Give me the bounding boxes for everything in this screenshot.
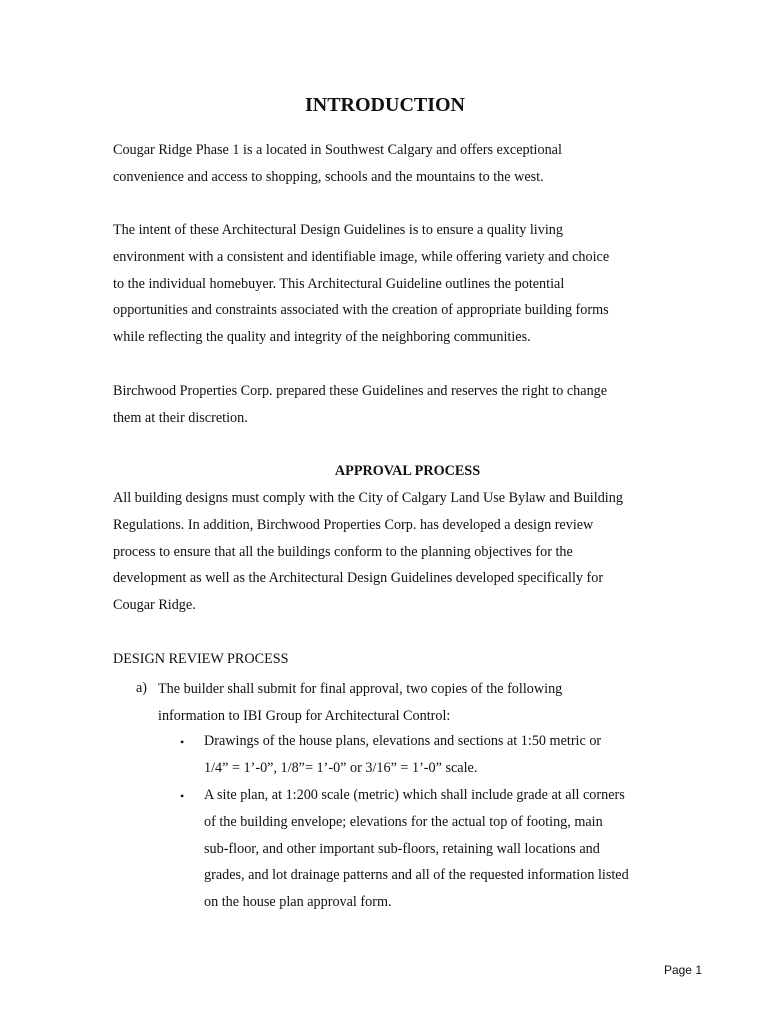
bullet-icon: • — [180, 789, 185, 803]
bullet-item-site-plan — [204, 782, 629, 916]
page-number: Page 1 — [663, 963, 702, 977]
paragraph-line: opportunities and constraints associated with the creation of appropriate building forms — [113, 302, 609, 319]
bullet-line: A site plan, at 1:200 scale (metric) which shall include grade at all corners — [204, 787, 625, 803]
list-item-a — [158, 676, 562, 730]
bullet-line: on the house plan approval form. — [204, 894, 392, 911]
paragraph-line: convenience and access to shopping, schools and the mountains to the west. — [113, 168, 544, 185]
bullet-line: 1/4” = 1’-0”, 1/8”= 1’-0” or 3/16” = 1’-0” scale. — [204, 759, 478, 776]
paragraph-line: process to ensure that all the buildings conform to the planning objectives for the — [113, 543, 573, 560]
page-title: INTRODUCTION — [304, 94, 466, 116]
paragraph-line: Birchwood Properties Corp. prepared these Guidelines and reserves the right to change — [113, 383, 608, 399]
paragraph-line: Regulations. In addition, Birchwood Properties Corp. has developed a design review — [113, 516, 594, 533]
paragraph-line: Cougar Ridge. — [113, 597, 196, 614]
paragraph-line: All building designs must comply with the City of Calgary Land Use Bylaw and Building — [113, 490, 623, 506]
intro-paragraph-1 — [113, 137, 673, 191]
list-item-line: The builder shall submit for final approval, two copies of the following — [158, 681, 563, 697]
bullet-line: Drawings of the house plans, elevations and sections at 1:50 metric or — [204, 733, 602, 749]
bullet-line: of the building envelope; elevations for the actual top of footing, main — [204, 813, 603, 830]
paragraph-line: development as well as the Architectural Design Guidelines developed specifically for — [113, 570, 604, 587]
paragraph-line: them at their discretion. — [113, 409, 248, 426]
paragraph-line: environment with a consistent and identifiable image, while offering variety and choice — [113, 248, 610, 265]
paragraph-line: to the individual homebuyer. This Architectural Guideline outlines the potential — [113, 275, 565, 292]
paragraph-line: Cougar Ridge Phase 1 is a located in Southwest Calgary and offers exceptional — [113, 142, 562, 158]
approval-paragraph — [113, 485, 673, 619]
list-marker-a: a) — [136, 680, 148, 696]
intro-paragraph-2 — [113, 217, 673, 351]
intro-paragraph-3 — [113, 378, 673, 432]
bullet-line: grades, and lot drainage patterns and all of the requested information listed — [204, 867, 629, 884]
bullet-line: sub-floor, and other important sub-floors, retaining wall locations and — [204, 840, 600, 857]
paragraph-line: The intent of these Architectural Design Guidelines is to ensure a quality living — [113, 222, 563, 238]
bullet-item-drawings — [204, 728, 601, 782]
approval-process-heading: APPROVAL PROCESS — [334, 463, 481, 479]
paragraph-line: while reflecting the quality and integrity of the neighboring communities. — [113, 329, 531, 346]
bullet-icon: • — [180, 735, 185, 749]
design-review-heading: DESIGN REVIEW PROCESS — [113, 651, 289, 667]
list-item-line: information to IBI Group for Architectural Control: — [158, 707, 451, 724]
